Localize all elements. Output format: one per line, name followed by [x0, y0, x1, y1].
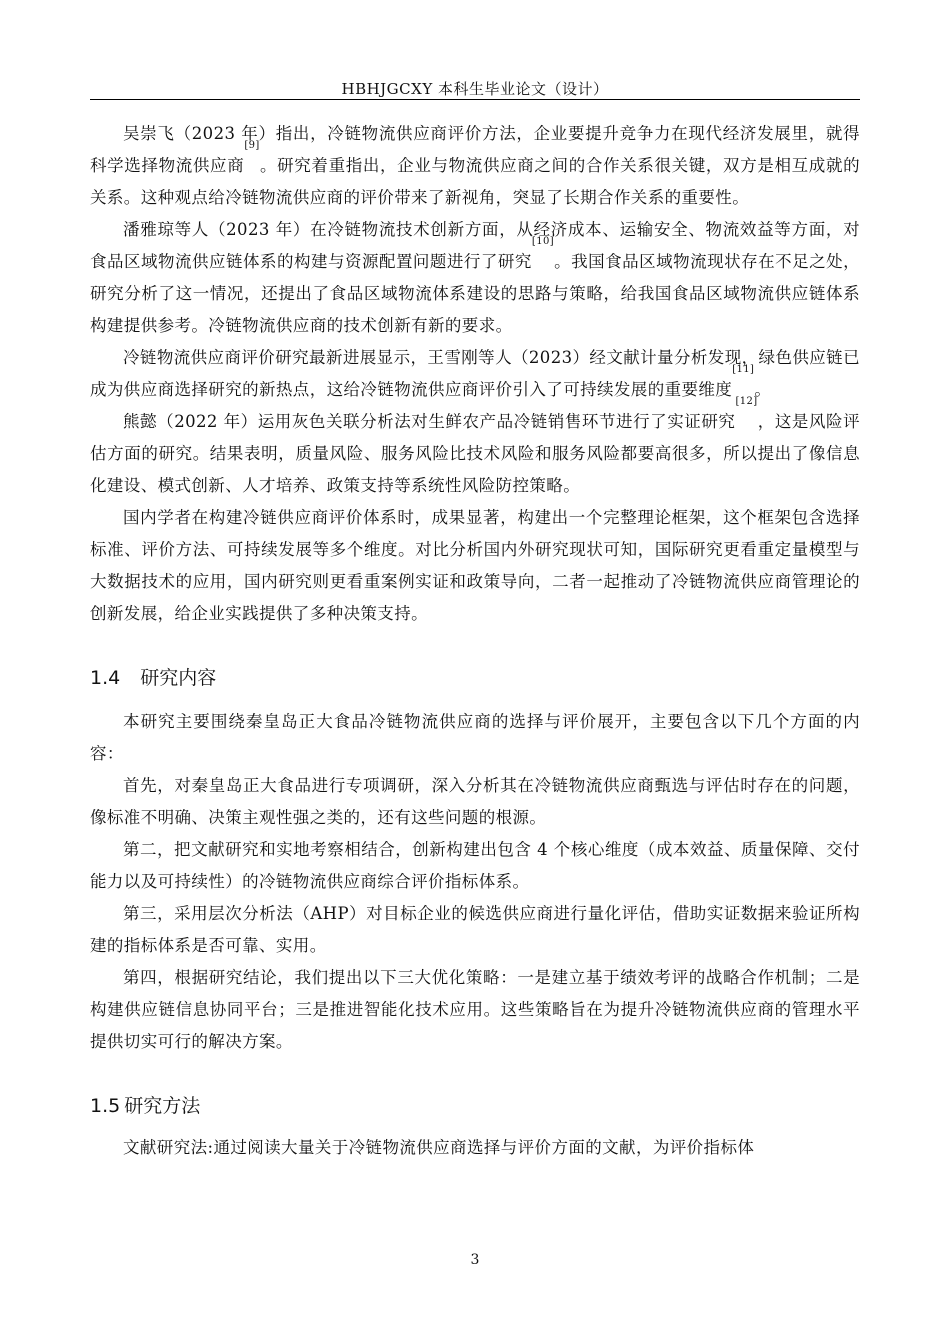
paragraph-second: 第二，把文献研究和实地考察相结合，创新构建出包含 4 个核心维度（成本效益、质量保障、交付能力以及可持续性）的冷链物流供应商综合评价指标体系。	[90, 840, 860, 891]
literature-review-block	[90, 118, 860, 630]
page-body	[90, 118, 860, 1164]
research-content-block	[90, 706, 860, 1058]
paragraph-fourth: 第四，根据研究结论，我们提出以下三大优化策略：一是建立基于绩效考评的战略合作机制；二是构建供应链信息协同平台；三是推进智能化技术应用。这些策略旨在为提升冷链物流供应商的管理水平提供切实可行的解决方案。	[90, 968, 860, 1051]
paragraph-summary: 国内学者在构建冷链供应商评价体系时，成果显著，构建出一个完整理论框架，这个框架包含选择标准、评价方法、可持续发展等多个维度。对比分析国内外研究现状可知，国际研究更看重定量模型与大数据技术的应用，国内研究则更看重案例实证和政策导向，二者一起推动了冷链物流供应商管理论的创新发展，给企业实践提供了多种决策支持。	[90, 508, 860, 623]
citation-ref[interactable]: [9]	[244, 140, 260, 151]
research-methods-block	[90, 1132, 860, 1164]
paragraph-xiong: 熊懿（2022 年）运用灰色关联分析法对生鲜农产品冷链销售环节进行了实证研究[12]，这是风险评估方面的研究。结果表明，质量风险、服务风险比技术风险和服务风险都要高很多，所以提出了像信息化建设、模式创新、人才培养、政策支持等系统性风险防控策略。	[90, 396, 861, 495]
paragraph-literature-method: 文献研究法:通过阅读大量关于冷链物流供应商选择与评价方面的文献，为评价指标体	[123, 1138, 755, 1157]
section-heading-research-methods	[90, 1092, 860, 1120]
section-number: 1.5	[90, 1095, 121, 1117]
paragraph-wang: 冷链物流供应商评价研究最新进展显示，王雪刚等人（2023）经文献计量分析发现，绿色供应链已成为供应商选择研究的新热点，这给冷链物流供应商评价引入了可持续发展的重要维度[11]。	[90, 348, 860, 399]
header-divider	[90, 99, 860, 100]
citation-ref[interactable]: [12]	[735, 396, 758, 407]
paragraph-wu: 吴崇飞（2023 年）指出，冷链物流供应商评价方法，企业要提升竞争力在现代经济发展里，就得科学选择物流供应商[9]。研究着重指出，企业与物流供应商之间的合作关系很关键，双方是相互成就的关系。这种观点给冷链物流供应商的评价带来了新视角，突显了长期合作关系的重要性。	[90, 124, 860, 207]
section-title: 研究内容	[140, 667, 217, 689]
citation-ref[interactable]: [11]	[732, 364, 755, 375]
paragraph-pan: 潘雅琼等人（2023 年）在冷链物流技术创新方面，从经济成本、运输安全、物流效益等方面，对食品区域物流供应链体系的构建与资源配置问题进行了研究[10]。我国食品区域物流现状存在不足之处，研究分析了这一情况，还提出了食品区域物流体系建设的思路与策略，给我国食品区域物流供应链体系构建提供参考。冷链物流供应商的技术创新有新的要求。	[90, 220, 861, 335]
running-header: HBHJGCXY 本科生毕业论文（设计）	[341, 80, 609, 98]
section-heading-research-content	[90, 664, 860, 692]
paragraph-first: 首先，对秦皇岛正大食品进行专项调研，深入分析其在冷链物流供应商甄选与评估时存在的问题，像标准不明确、决策主观性强之类的，还有这些问题的根源。	[90, 776, 860, 827]
paragraph-third: 第三，采用层次分析法（AHP）对目标企业的候选供应商进行量化评估，借助实证数据来验证所构建的指标体系是否可靠、实用。	[90, 904, 860, 955]
page-number: 3	[470, 1252, 480, 1268]
paragraph-intro: 本研究主要围绕秦皇岛正大食品冷链物流供应商的选择与评价展开，主要包含以下几个方面的内容：	[90, 712, 860, 763]
citation-ref[interactable]: [10]	[531, 236, 555, 247]
section-number: 1.4	[90, 667, 121, 689]
section-title: 研究方法	[124, 1095, 201, 1117]
